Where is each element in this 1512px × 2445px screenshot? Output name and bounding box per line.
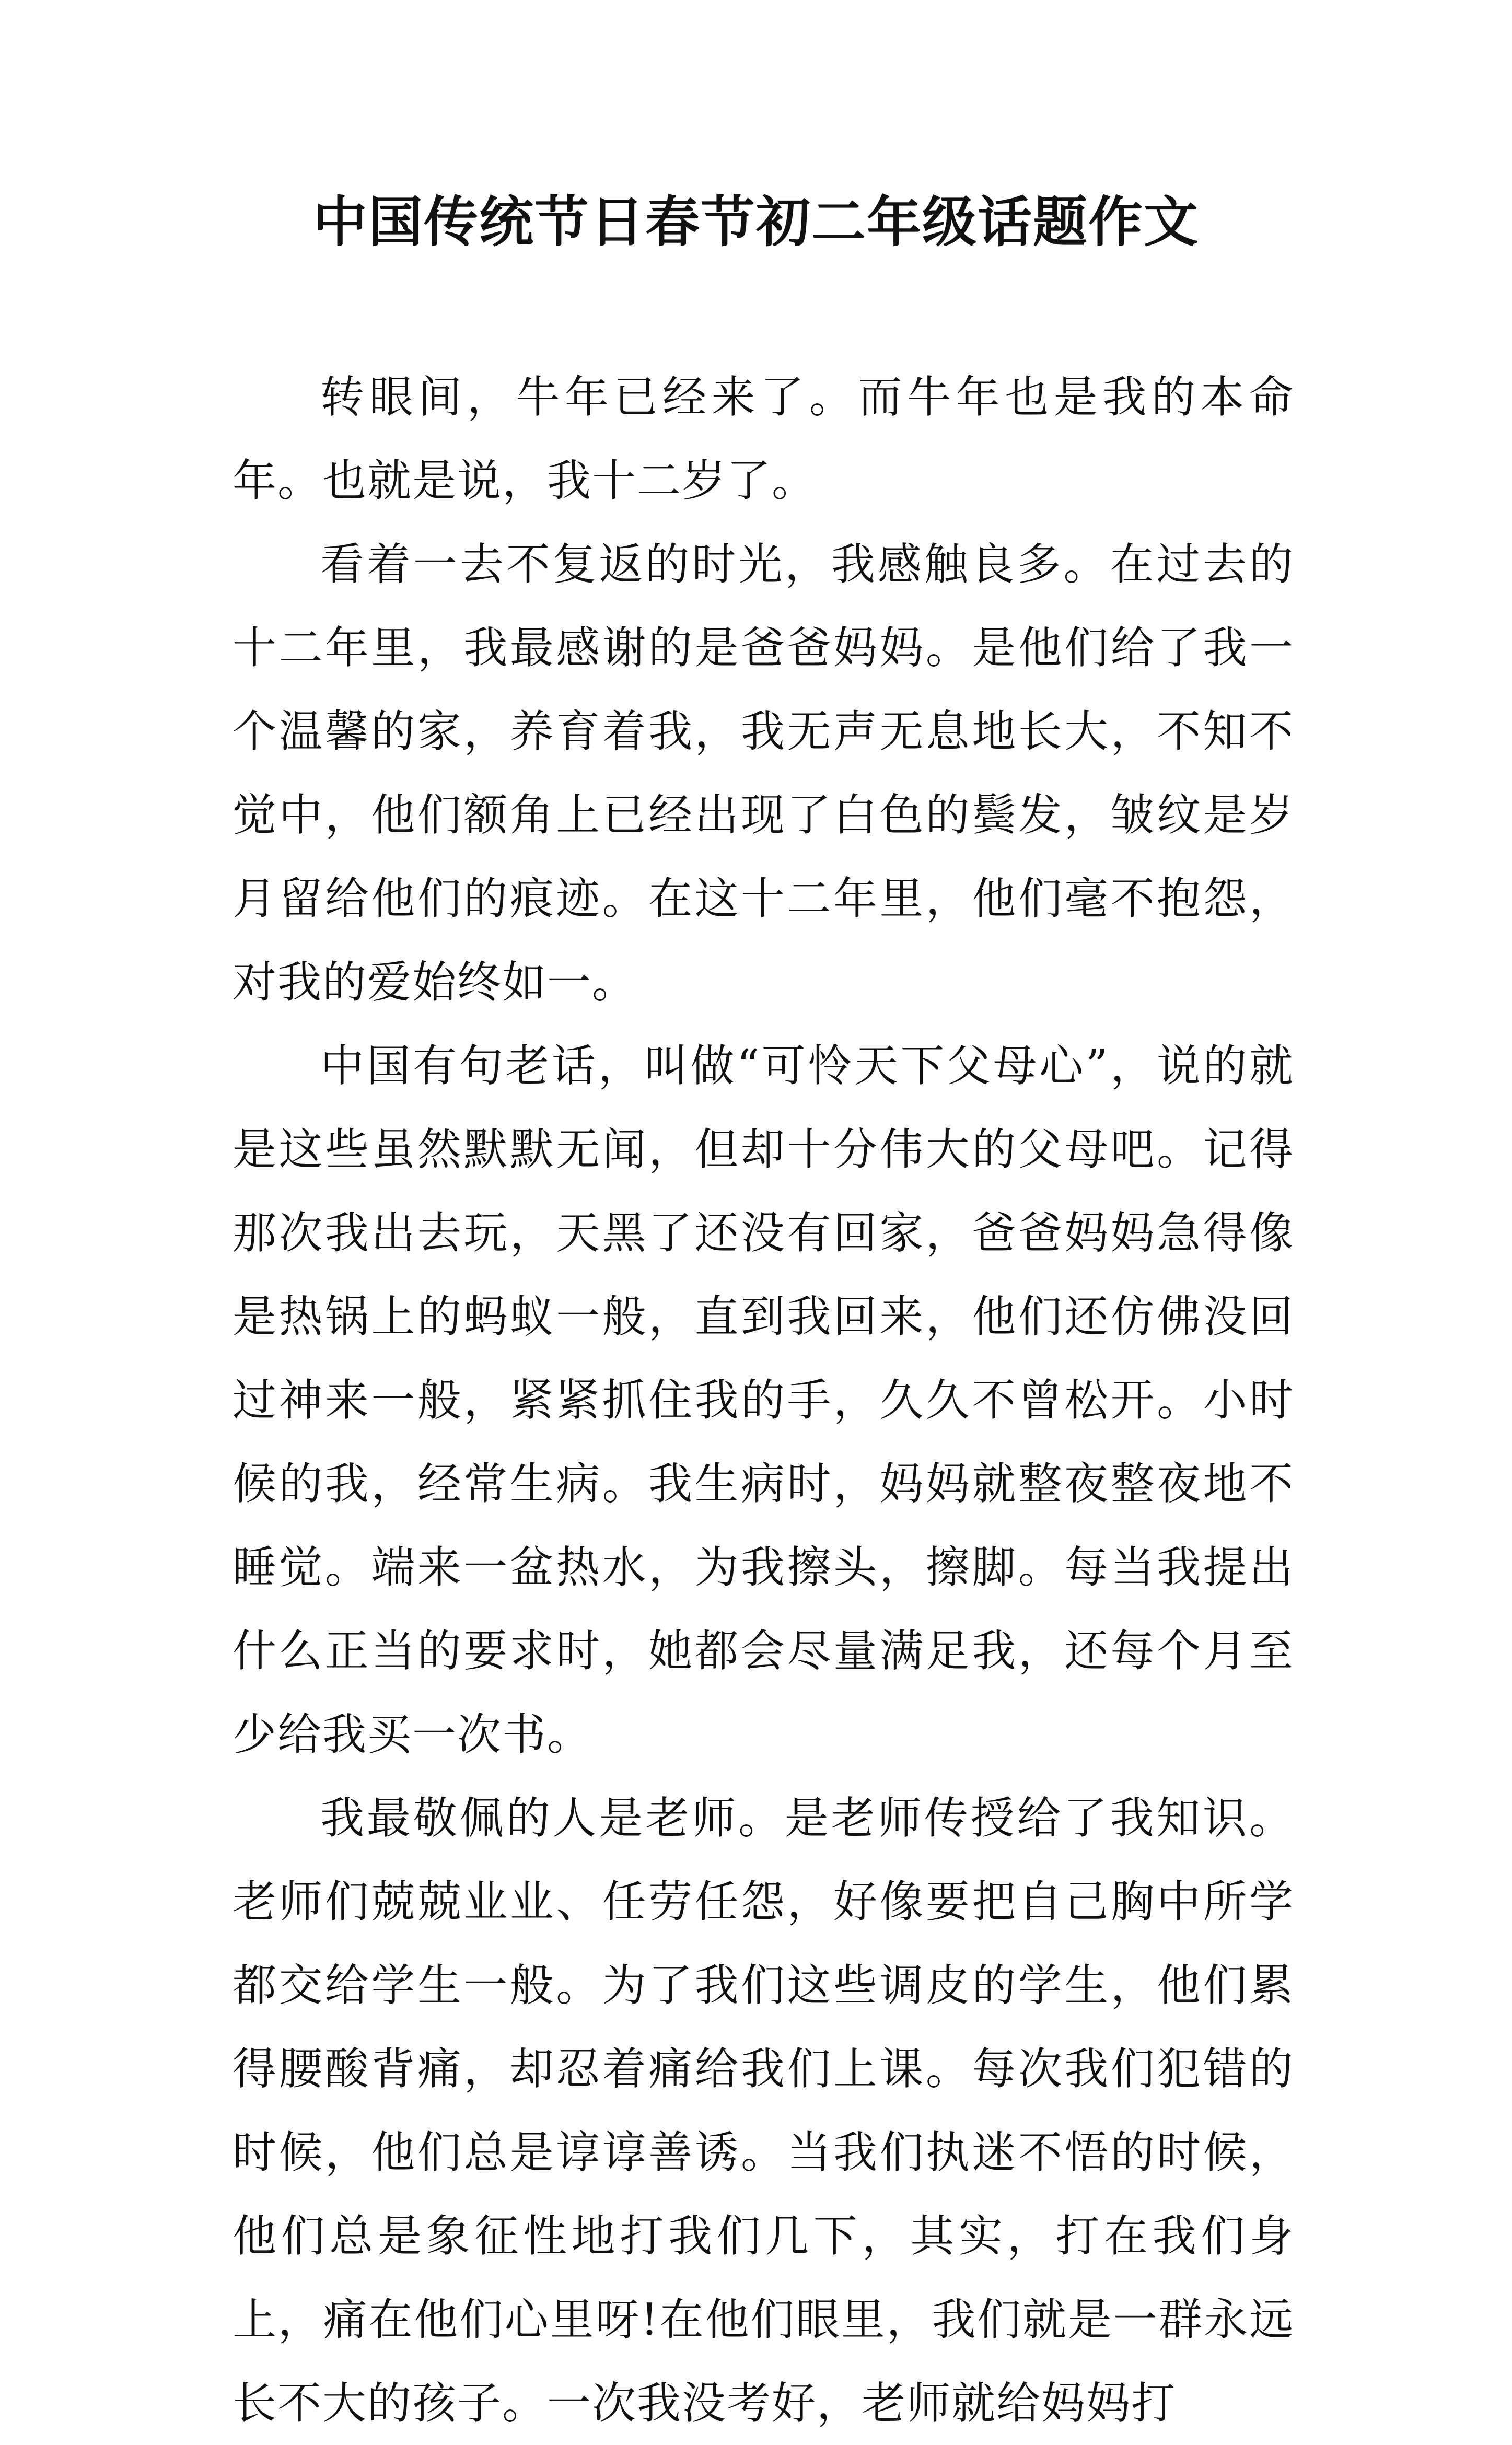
document-title: 中国传统节日春节初二年级话题作文: [312, 190, 1199, 254]
paragraph-1: 转眼间，牛年已经来了。而牛年也是我的本命年。也就是说，我十二岁了。: [232, 371, 1294, 506]
paragraph-4: 我最敬佩的人是老师。是老师传授给了我知识。老师们兢兢业业、任劳任怨，好像要把自己胸中所学都交给学生一般。为了我们这些调皮的学生，他们累得腰酸背痛，却忍着痛给我们上课。每次我们犯错的时候，他们总是谆谆善诱。当我们执迷不悟的时候，他们总是象征性地打我们几下，其实，打在我们身上，痛在他们心里呀!在他们眼里，我们就是一群永远长不大的孩子。一次我没考好，老师就给妈妈打: [232, 1792, 1294, 2429]
paragraph-2: 看着一去不复返的时光，我感触良多。在过去的十二年里，我最感谢的是爸爸妈妈。是他们给了我一个温馨的家，养育着我，我无声无息地长大，不知不觉中，他们额角上已经出现了白色的鬓发，皱纹是岁月留给他们的痕迹。在这十二年里，他们毫不抱怨，对我的爱始终如一。: [232, 539, 1294, 1008]
document-body: [232, 355, 1294, 2445]
paragraph-3: 中国有句老话，叫做“可怜天下父母心”，说的就是这些虽然默默无闻，但却十分伟大的父母吧。记得那次我出去玩，天黑了还没有回家，爸爸妈妈急得像是热锅上的蚂蚁一般，直到我回来，他们还仿佛没回过神来一般，紧紧抓住我的手，久久不曾松开。小时候的我，经常生病。我生病时，妈妈就整夜整夜地不睡觉。端来一盆热水，为我擦头，擦脚。每当我提出什么正当的要求时，她都会尽量满足我，还每个月至少给我买一次书。: [232, 1040, 1294, 1760]
